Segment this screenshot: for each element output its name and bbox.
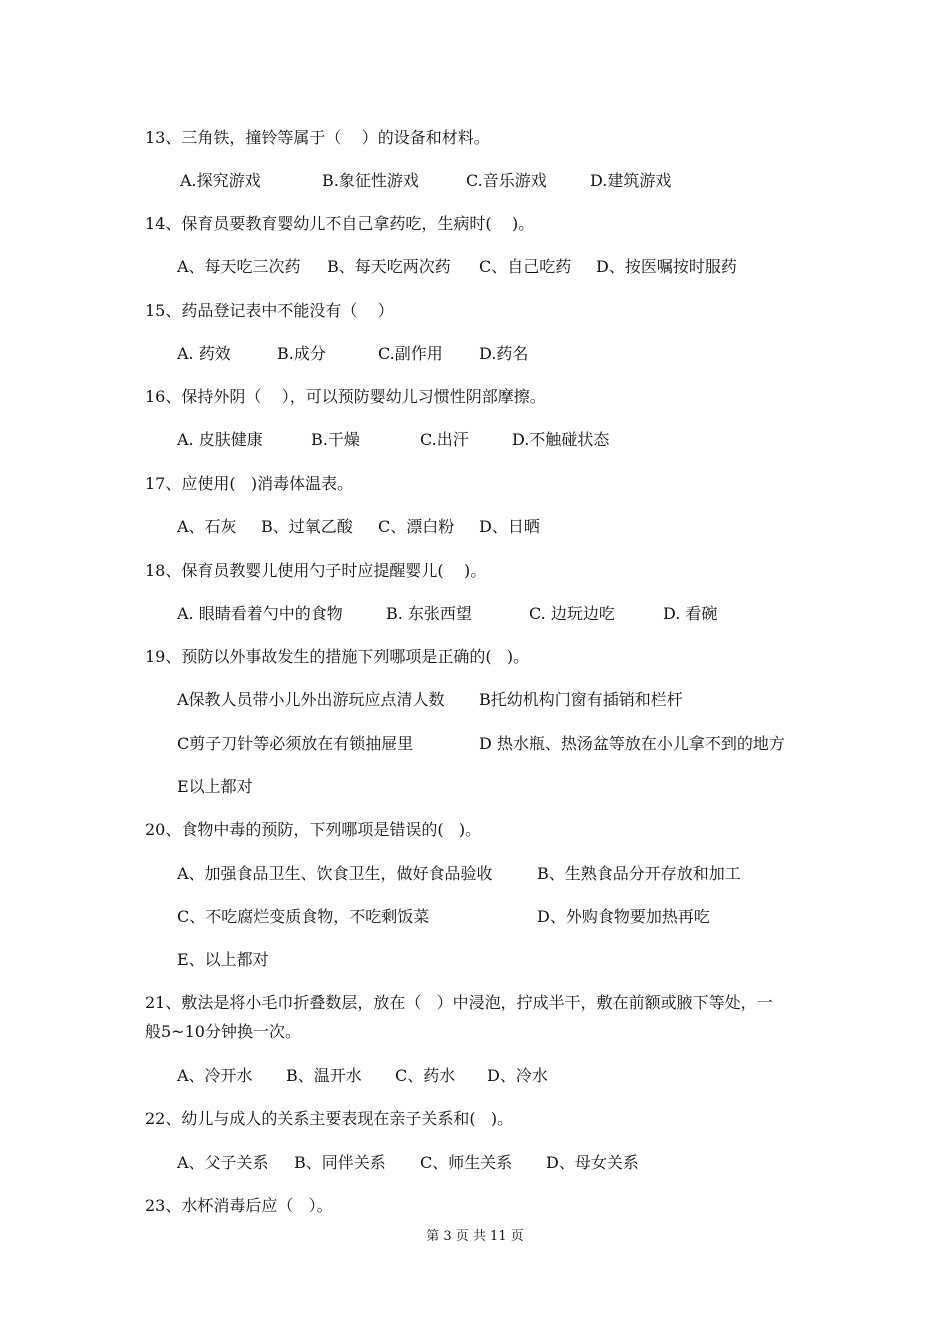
- option-a: A. 药效: [177, 344, 231, 363]
- question-16-stem: 16、保持外阴（ ），可以预防婴幼儿习惯性阴部摩擦。: [145, 387, 546, 406]
- question-21-stem-continued: 般5~10分钟换一次。: [145, 1022, 301, 1041]
- option-d: D. 看碗: [663, 604, 718, 623]
- option-d: D、日晒: [479, 517, 540, 536]
- option-e: E以上都对: [177, 777, 253, 796]
- option-a: A保教人员带小儿外出游玩应点清人数: [177, 690, 445, 709]
- option-c: C.音乐游戏: [466, 171, 547, 190]
- question-22-stem: 22、幼儿与成人的关系主要表现在亲子关系和( )。: [145, 1109, 514, 1128]
- question-14-stem: 14、保育员要教育婴幼儿不自己拿药吃，生病时( )。: [145, 214, 535, 233]
- question-21-stem: 21、敷法是将小毛巾折叠数层，放在（ ）中浸泡，拧成半干，敷在前额或腋下等处，一: [145, 993, 773, 1012]
- option-b: B托幼机构门窗有插销和栏杆: [479, 690, 683, 709]
- page-footer: 第 3 页 共 11 页: [426, 1229, 524, 1244]
- option-d: D、冷水: [487, 1066, 548, 1085]
- option-b: B、过氧乙酸: [261, 517, 353, 536]
- option-d: D、外购食物要加热再吃: [537, 907, 710, 926]
- option-a: A. 眼睛看着勺中的食物: [177, 604, 343, 623]
- option-b: B、生熟食品分开存放和加工: [537, 864, 741, 883]
- question-19-stem: 19、预防以外事故发生的措施下列哪项是正确的( )。: [145, 647, 530, 666]
- option-c: C.副作用: [378, 344, 443, 363]
- option-c: C剪子刀针等必须放在有锁抽屉里: [177, 734, 414, 753]
- option-d: D、母女关系: [546, 1153, 639, 1172]
- option-b: B、同伴关系: [294, 1153, 386, 1172]
- option-a: A、冷开水: [177, 1066, 253, 1085]
- option-a: A、父子关系: [177, 1153, 269, 1172]
- option-d: D 热水瓶、热汤盆等放在小儿拿不到的地方: [479, 734, 785, 753]
- option-b: B、每天吃两次药: [327, 257, 451, 276]
- option-c: C.出汗: [420, 430, 469, 449]
- option-b: B、温开水: [286, 1066, 362, 1085]
- option-c: C、漂白粉: [378, 517, 455, 536]
- option-a: A、石灰: [177, 517, 237, 536]
- option-b: B.成分: [277, 344, 326, 363]
- option-d: D.药名: [479, 344, 529, 363]
- question-15-stem: 15、药品登记表中不能没有（ ）: [145, 301, 394, 320]
- option-a: A、每天吃三次药: [177, 257, 301, 276]
- option-c: C、药水: [395, 1066, 456, 1085]
- option-b: B. 东张西望: [386, 604, 472, 623]
- option-e: E、以上都对: [177, 950, 269, 969]
- option-c: C、师生关系: [420, 1153, 513, 1172]
- option-a: A.探究游戏: [180, 171, 261, 190]
- question-13-stem: 13、三角铁，撞铃等属于（ ）的设备和材料。: [145, 128, 490, 147]
- option-a: A. 皮肤健康: [177, 430, 263, 449]
- option-a: A、加强食品卫生、饮食卫生，做好食品验收: [177, 864, 493, 883]
- option-d: D.不触碰状态: [512, 430, 610, 449]
- option-d: D、按医嘱按时服药: [596, 257, 737, 276]
- option-c: C、自己吃药: [479, 257, 572, 276]
- option-b: B.象征性游戏: [322, 171, 419, 190]
- question-17-stem: 17、应使用( )消毒体温表。: [145, 474, 354, 493]
- question-20-stem: 20、食物中毒的预防，下列哪项是错误的( )。: [145, 820, 482, 839]
- option-c: C. 边玩边吃: [529, 604, 615, 623]
- option-c: C、不吃腐烂变质食物，不吃剩饭菜: [177, 907, 430, 926]
- option-b: B.干燥: [311, 430, 360, 449]
- option-d: D.建筑游戏: [590, 171, 672, 190]
- question-23-stem: 23、水杯消毒后应（ ）。: [145, 1196, 333, 1215]
- question-18-stem: 18、保育员教婴儿使用勺子时应提醒婴儿( )。: [145, 561, 487, 580]
